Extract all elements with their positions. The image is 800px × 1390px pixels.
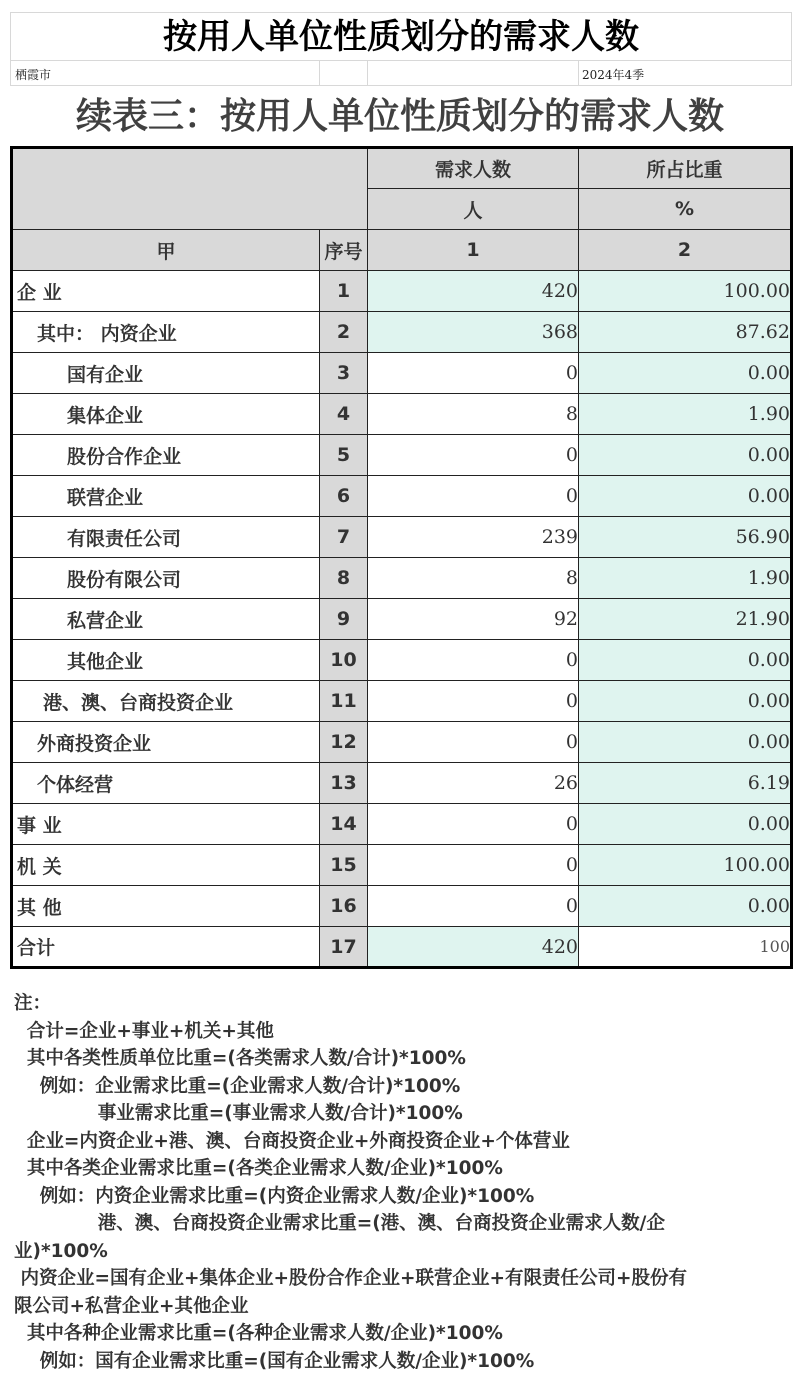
row-label: 国有企业 (12, 353, 320, 394)
row-label: 股份有限公司 (12, 558, 320, 599)
table-row (12, 271, 792, 312)
row-ratio-value: 100.00 (579, 845, 792, 886)
table-row (12, 353, 792, 394)
table-row (12, 804, 792, 845)
table-row (12, 517, 792, 558)
row-label: 机 关 (12, 845, 320, 886)
unit-ratio: % (579, 189, 792, 230)
row-demand-value: 0 (368, 476, 579, 517)
note-line: 其中各类企业需求比重=(各类企业需求人数/企业)*100% (14, 1158, 503, 1179)
row-seq: 16 (320, 886, 368, 927)
row-seq: 12 (320, 722, 368, 763)
row-label: 其 他 (12, 886, 320, 927)
table-row (12, 312, 792, 353)
row-seq: 11 (320, 681, 368, 722)
meta-divider (319, 61, 320, 85)
header-num-demand: 1 (368, 230, 579, 271)
notes-section (14, 990, 790, 1375)
row-seq: 14 (320, 804, 368, 845)
row-seq: 17 (320, 927, 368, 968)
row-ratio-value: 0.00 (579, 886, 792, 927)
row-seq: 15 (320, 845, 368, 886)
row-demand-value: 239 (368, 517, 579, 558)
header-seq: 序号 (320, 230, 368, 271)
header-row (12, 148, 792, 189)
row-ratio-value: 1.90 (579, 558, 792, 599)
report-title: 按用人单位性质划分的需求人数 (10, 12, 792, 61)
row-seq: 3 (320, 353, 368, 394)
row-ratio-value: 100 (579, 927, 792, 968)
row-seq: 8 (320, 558, 368, 599)
table-row (12, 722, 792, 763)
note-line: 例如：内资企业需求比重=(内资企业需求人数/企业)*100% (14, 1185, 535, 1207)
row-label: 私营企业 (12, 599, 320, 640)
period-label: 2024年4季 (582, 68, 645, 82)
note-line: 事业需求比重=(事业需求人数/合计)*100% (14, 1103, 463, 1124)
table-row (12, 681, 792, 722)
header-demand: 需求人数 (368, 148, 579, 189)
table-row (12, 394, 792, 435)
row-seq: 4 (320, 394, 368, 435)
row-ratio-value: 0.00 (579, 722, 792, 763)
row-seq: 1 (320, 271, 368, 312)
region-label: 栖霞市 (15, 68, 52, 82)
row-ratio-value: 56.90 (579, 517, 792, 558)
note-line: 其中各类性质单位比重=(各类需求人数/合计)*100% (14, 1048, 466, 1069)
row-seq: 10 (320, 640, 368, 681)
row-ratio-value: 0.00 (579, 353, 792, 394)
row-ratio-value: 0.00 (579, 640, 792, 681)
row-ratio-value: 0.00 (579, 476, 792, 517)
header-index-row (12, 230, 792, 271)
row-demand-value: 0 (368, 845, 579, 886)
row-demand-value: 420 (368, 271, 579, 312)
row-ratio-value: 1.90 (579, 394, 792, 435)
row-label: 其他企业 (12, 640, 320, 681)
row-label: 合计 (12, 927, 320, 968)
table-row (12, 763, 792, 804)
table-row (12, 886, 792, 927)
header-num-ratio: 2 (579, 230, 792, 271)
row-ratio-value: 0.00 (579, 681, 792, 722)
row-ratio-value: 100.00 (579, 271, 792, 312)
note-line: 港、澳、台商投资企业需求比重=(港、澳、台商投资企业需求人数/企 (14, 1213, 665, 1234)
row-label: 集体企业 (12, 394, 320, 435)
note-line: 例如：国有企业需求比重=(国有企业需求人数/企业)*100% (14, 1350, 535, 1372)
row-label: 事 业 (12, 804, 320, 845)
header-blank (12, 148, 368, 230)
table-row (12, 845, 792, 886)
note-line: 限公司+私营企业+其他企业 (14, 1295, 249, 1317)
row-demand-value: 26 (368, 763, 579, 804)
row-seq: 13 (320, 763, 368, 804)
row-demand-value: 8 (368, 558, 579, 599)
row-demand-value: 92 (368, 599, 579, 640)
row-label: 其中： 内资企业 (12, 312, 320, 353)
note-line: 例如：企业需求比重=(企业需求人数/合计)*100% (14, 1075, 461, 1097)
row-demand-value: 0 (368, 353, 579, 394)
row-demand-value: 0 (368, 435, 579, 476)
row-seq: 9 (320, 599, 368, 640)
meta-divider (578, 61, 579, 85)
row-label: 个体经营 (12, 763, 320, 804)
table-row (12, 599, 792, 640)
note-line: 内资企业=国有企业+集体企业+股份合作企业+联营企业+有限责任公司+股份有 (14, 1268, 687, 1289)
row-demand-value: 0 (368, 640, 579, 681)
row-label: 股份合作企业 (12, 435, 320, 476)
row-label: 联营企业 (12, 476, 320, 517)
row-ratio-value: 21.90 (579, 599, 792, 640)
row-demand-value: 8 (368, 394, 579, 435)
table-row (12, 640, 792, 681)
meta-divider (367, 61, 368, 85)
row-seq: 2 (320, 312, 368, 353)
row-ratio-value: 6.19 (579, 763, 792, 804)
demand-table (10, 146, 793, 969)
row-label: 港、澳、台商投资企业 (12, 681, 320, 722)
table-row (12, 927, 792, 968)
header-col-a: 甲 (12, 230, 320, 271)
table-subtitle: 续表三：按用人单位性质划分的需求人数 (75, 96, 724, 137)
note-line: 合计=企业+事业+机关+其他 (14, 1020, 274, 1042)
row-demand-value: 0 (368, 886, 579, 927)
row-demand-value: 0 (368, 681, 579, 722)
row-demand-value: 0 (368, 722, 579, 763)
note-line: 注： (14, 993, 52, 1014)
meta-row (10, 60, 792, 86)
table-row (12, 435, 792, 476)
row-seq: 6 (320, 476, 368, 517)
note-line: 企业=内资企业+港、澳、台商投资企业+外商投资企业+个体营业 (14, 1130, 570, 1152)
row-ratio-value: 0.00 (579, 804, 792, 845)
note-line: 其中各种企业需求比重=(各种企业需求人数/企业)*100% (14, 1323, 503, 1344)
row-seq: 7 (320, 517, 368, 558)
row-label: 有限责任公司 (12, 517, 320, 558)
table-row (12, 476, 792, 517)
row-label: 企 业 (12, 271, 320, 312)
row-demand-value: 0 (368, 804, 579, 845)
header-ratio: 所占比重 (579, 148, 792, 189)
row-ratio-value: 87.62 (579, 312, 792, 353)
row-label: 外商投资企业 (12, 722, 320, 763)
table-row (12, 558, 792, 599)
unit-demand: 人 (368, 189, 579, 230)
row-demand-value: 368 (368, 312, 579, 353)
row-seq: 5 (320, 435, 368, 476)
row-ratio-value: 0.00 (579, 435, 792, 476)
note-line: 业)*100% (14, 1240, 108, 1262)
row-demand-value: 420 (368, 927, 579, 968)
